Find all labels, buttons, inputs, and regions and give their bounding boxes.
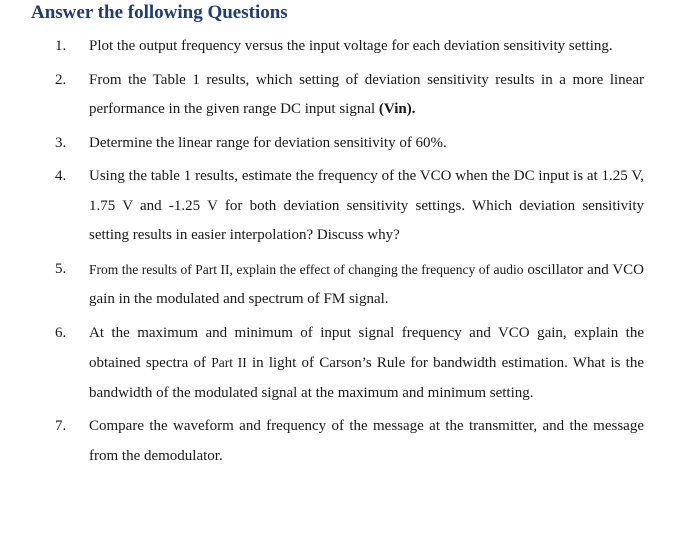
question-number: 1.	[55, 38, 67, 54]
question-text	[89, 129, 644, 159]
question-text-segment: Plot the output frequency versus the input voltage for each deviation sensitivity setting.	[89, 38, 613, 54]
question-text	[89, 319, 644, 409]
question-item	[0, 66, 700, 125]
question-text-segment: From the Table 1 results, which setting of deviation sensitivity results in a more linear performance in the given range DC input signal	[89, 71, 644, 117]
page-title: Answer the following Questions	[31, 2, 288, 23]
question-text	[89, 412, 644, 471]
question-item	[0, 32, 700, 62]
question-item	[0, 255, 700, 315]
question-number: 5.	[55, 260, 67, 277]
question-text-segment: Part II	[211, 355, 247, 370]
question-item	[0, 129, 700, 159]
question-text-segment: Determine the linear range for deviation sensitivity of 60%.	[89, 134, 447, 151]
question-text	[89, 32, 644, 62]
question-text-segment: Compare the waveform and frequency of the message at the transmitter, and the message from the demodulator.	[89, 418, 644, 464]
question-text	[89, 66, 644, 125]
question-text-segment: At the maximum and minimum of input signal frequency and VCO gain, explain the obtained spectra of	[89, 324, 644, 371]
question-text	[89, 162, 644, 251]
question-number: 2.	[55, 71, 67, 88]
question-number: 6.	[55, 324, 67, 341]
question-number: 4.	[55, 168, 67, 184]
question-item	[0, 412, 700, 471]
question-text-segment: (Vin).	[378, 101, 416, 117]
question-text-segment: Using the table 1 results, estimate the frequency of the VCO when the DC input is at 1.25 V, 1.75 V and -1.25 V for both deviation sensitivity settings. Which deviation sensitivity setting results in easier interpolation? Discuss why?	[89, 168, 644, 243]
question-text	[89, 255, 644, 315]
question-text-segment: in light of Carson’s Rule for bandwidth estimation. What is the bandwidth of the modulated signal at the maximum and minimum setting.	[89, 355, 644, 401]
question-text-segment: From the results of Part II, explain the effect of changing the frequency of audio	[89, 261, 524, 277]
question-number: 3.	[55, 134, 67, 151]
question-number: 7.	[55, 418, 67, 434]
question-item	[0, 162, 700, 251]
question-list	[0, 32, 700, 475]
question-text-segment: oscillator and VCO gain in the modulated and spectrum of FM signal.	[89, 261, 645, 307]
question-item	[0, 319, 700, 409]
